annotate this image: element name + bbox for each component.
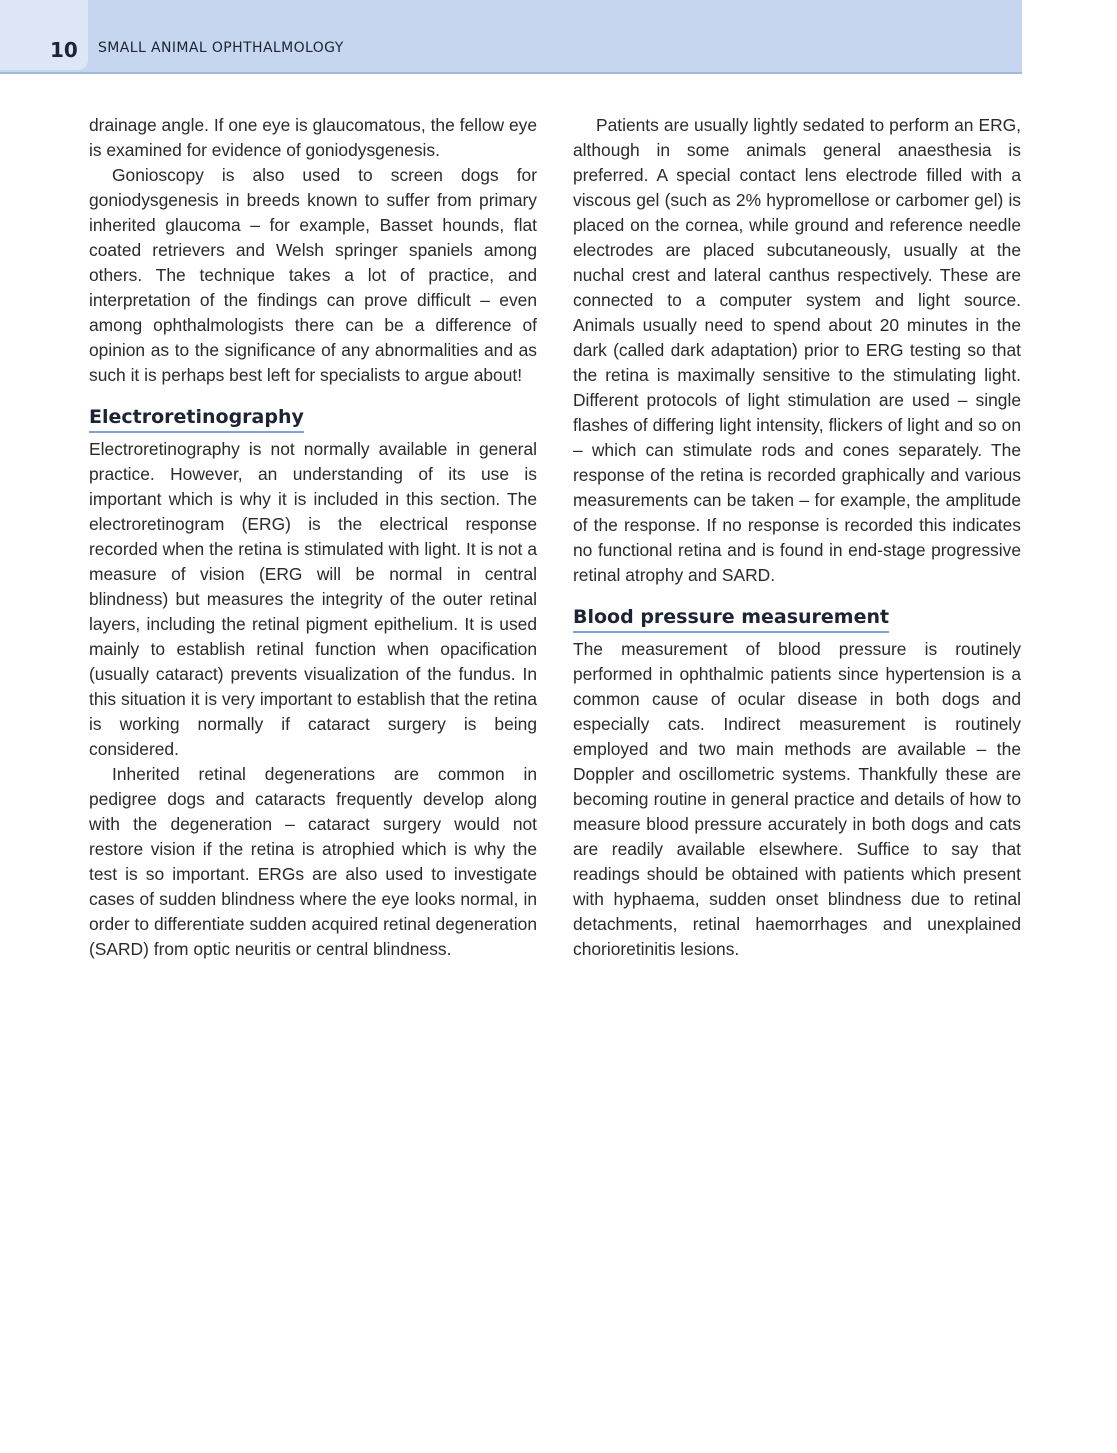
paragraph-blood-pressure: The measurement of blood pressure is routinely performed in ophthalmic patients since hypertension is a common cause of ocular disease in both dogs and especially cats. Indirect measurement is routinely employed and two main methods are available – the Doppler and oscillometric systems. Thankfully these are becoming routine in general practice and details of how to measure blood pressure accurately in both dogs and cats are readily available elsewhere. Suffice to say that readings should be obtained with patients which present with hyphaema, sudden onset blindness due to retinal detachments, retinal haemorrhages and unexplained chorioretinitis lesions. <box>573 639 1021 959</box>
left-column <box>89 113 537 962</box>
running-head-title: SMALL ANIMAL OPHTHALMOLOGY <box>98 40 344 56</box>
heading-electroretinography: Electroretinography <box>89 403 304 433</box>
running-header-band <box>0 0 1022 74</box>
page-number: 10 <box>50 38 78 62</box>
paragraph-gonioscopy: Gonioscopy is also used to screen dogs for goniodysgenesis in breeds known to suffer from primary inherited glaucoma – for example, Basset hounds, flat coated retrievers and Welsh springer spaniels among others. The technique takes a lot of practice, and interpretation of the findings can prove difficult – even among ophthalmologists there can be a difference of opinion as to the significance of any abnormalities and as such it is perhaps best left for specialists to argue about! <box>89 165 537 385</box>
right-column <box>573 113 1021 962</box>
paragraph-inherited-degenerations: Inherited retinal degenerations are common in pedigree dogs and cataracts frequently develop along with the degeneration – cataract surgery would not restore vision if the retina is atrophied which is why the test is so important. ERGs are also used to investigate cases of sudden blindness where the eye looks normal, in order to differentiate sudden acquired retinal degeneration (SARD) from optic neuritis or central blindness. <box>89 764 537 959</box>
paragraph-drainage-angle: drainage angle. If one eye is glaucomatous, the fellow eye is examined for evidence of goniodysgenesis. <box>89 115 537 160</box>
paragraph-erg-intro: Electroretinography is not normally available in general practice. However, an understanding of its use is important which is why it is included in this section. The electroretinogram (ERG) is the electrical response recorded when the retina is stimulated with light. It is not a measure of vision (ERG will be normal in central blindness) but measures the integrity of the outer retinal layers, including the retinal pigment epithelium. It is used mainly to establish retinal function when opacification (usually cataract) prevents visualization of the fundus. In this situation it is very important to establish that the retina is working normally if cataract surgery is being considered. <box>89 439 537 759</box>
heading-blood-pressure: Blood pressure measurement <box>573 603 889 633</box>
paragraph-erg-procedure: Patients are usually lightly sedated to perform an ERG, although in some animals general anaesthesia is preferred. A special contact lens electrode filled with a viscous gel (such as 2% hypromellose or carbomer gel) is placed on the cornea, while ground and reference needle electrodes are placed subcutaneously, usually at the nuchal crest and lateral canthus respectively. These are connected to a computer system and light source. Animals usually need to spend about 20 minutes in the dark (called dark adaptation) prior to ERG testing so that the retina is maximally sensitive to the stimulating light. Different protocols of light stimulation are used – single flashes of differing light intensity, flickers of light and so on – which can stimulate rods and cones separately. The response of the retina is recorded graphically and various measurements can be taken – for example, the amplitude of the response. If no response is recorded this indicates no functional retina and is found in end-stage progressive retinal atrophy and SARD. <box>573 115 1021 585</box>
